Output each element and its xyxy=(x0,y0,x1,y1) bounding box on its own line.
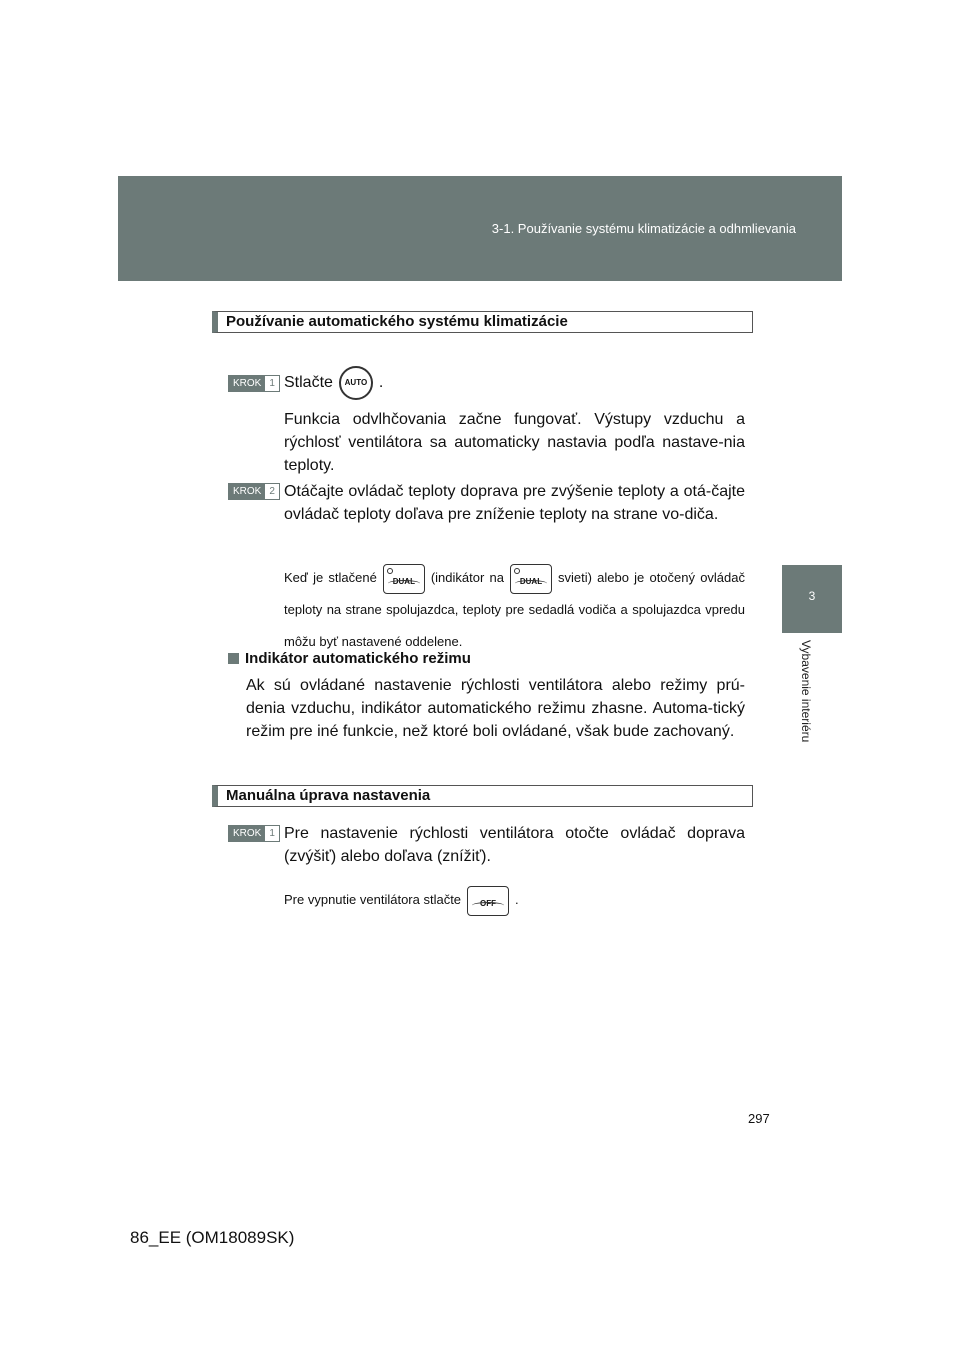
step-badge xyxy=(228,375,280,392)
off-button-icon: OFF xyxy=(467,886,509,916)
step-number: 1 xyxy=(265,376,279,391)
subheading-auto-indicator xyxy=(228,650,471,667)
chapter-side-label: Vybavenie interiéru xyxy=(799,640,813,743)
section-title: Používanie automatického systému klimatizácie xyxy=(226,313,568,330)
header-band xyxy=(118,176,842,281)
step-1-description: Funkcia odvlhčovania začne fungovať. Výstupy vzduchu a rýchlosť ventilátora sa automaticky nastavia podľa nastave-nia teploty. xyxy=(284,411,745,474)
note-text: svieti) alebo je otočený ovládač teploty na strane spolujazdca, teploty pre sedadlá vodiča a spolujazdca vpredu môžu byť nastavené oddelene. xyxy=(284,570,746,649)
note-text: (indikátor na xyxy=(430,570,504,585)
auto-indicator-text: Ak sú ovládané nastavenie rýchlosti ventilátora alebo režimy prú-denia vzduchu, indikátor automatického režimu zhasne. Automa-tický režim pre iné funkcie, než ktoré boli ovládané, však bude zachovaný. xyxy=(246,677,745,740)
dual-note xyxy=(284,562,745,658)
section-header-manual xyxy=(212,785,753,807)
dual-indicator-icon: DUAL xyxy=(510,564,552,594)
chapter-tab xyxy=(782,565,842,633)
step-text: Stlačte xyxy=(284,374,333,392)
step-label: KROK xyxy=(229,376,265,391)
step-badge xyxy=(228,483,280,500)
subheading-text: Indikátor automatického režimu xyxy=(245,650,471,667)
chapter-title: 3-1. Používanie systému klimatizácie a odhmlievania xyxy=(491,221,796,236)
page-number: 297 xyxy=(748,1111,770,1126)
step-label: KROK xyxy=(229,484,265,499)
note-text-end: . xyxy=(515,892,519,907)
step-1-instruction xyxy=(284,366,745,400)
section-title: Manuálna úprava nastavenia xyxy=(226,787,431,804)
note-text: Pre vypnutie ventilátora stlačte xyxy=(284,892,462,907)
step-number: 1 xyxy=(265,826,279,841)
step-number: 2 xyxy=(265,484,279,499)
step-label: KROK xyxy=(229,826,265,841)
step-badge xyxy=(228,825,280,842)
square-bullet-icon xyxy=(228,653,239,664)
manual-step-instruction: Pre nastavenie rýchlosti ventilátora otočte ovládač doprava (zvýšiť) alebo doľava (znížiť). xyxy=(284,825,745,865)
dual-button-icon: DUAL xyxy=(383,564,425,594)
chapter-number: 3 xyxy=(808,589,816,603)
off-note xyxy=(284,884,745,916)
section-header-automatic xyxy=(212,311,753,333)
note-text: Keď je stlačené xyxy=(284,570,377,585)
auto-button-icon: AUTO xyxy=(339,366,373,400)
step-2-instruction: Otáčajte ovládač teploty doprava pre zvýšenie teploty a otá-čajte ovládač teploty doľava pre zníženie teploty na strane vo-diča. xyxy=(284,483,745,523)
footer-code: 86_EE (OM18089SK) xyxy=(130,1228,295,1247)
step-text-end: . xyxy=(378,374,384,392)
